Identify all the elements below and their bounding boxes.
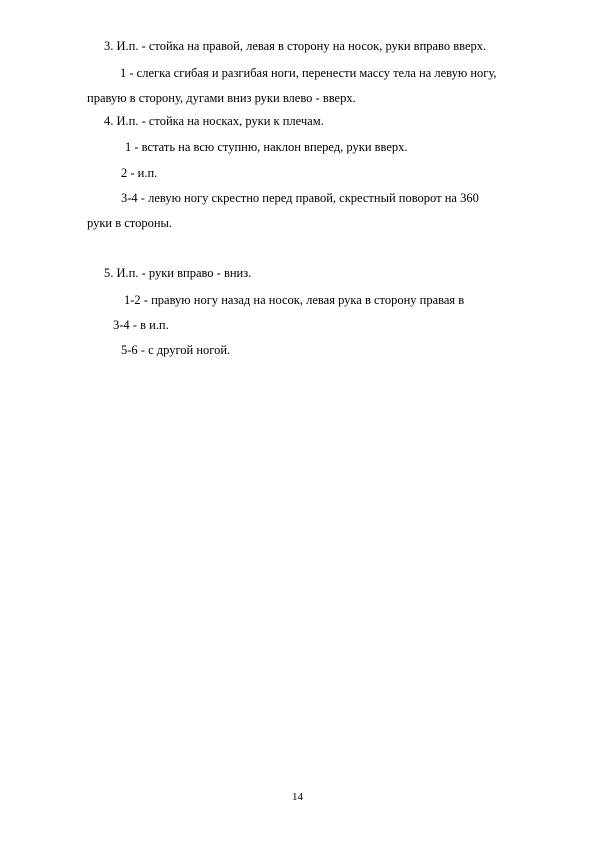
exercise-5-heading: 5. И.п. - руки вправо - вниз.: [104, 266, 252, 280]
exercise-3-step-1: 1 - слегка сгибая и разгибая ноги, перенести массу тела на левую ногу,: [120, 66, 497, 80]
exercise-4-step-3-4-continued: руки в стороны.: [87, 216, 173, 230]
exercise-4-step-3-4: 3-4 - левую ногу скрестно перед правой, скрестный поворот на 360: [121, 191, 479, 205]
exercise-5-step-5-6: 5-6 - с другой ногой.: [121, 343, 231, 357]
exercise-3-heading: 3. И.п. - стойка на правой, левая в сторону на носок, руки вправо вверх.: [104, 39, 487, 53]
exercise-4-heading: 4. И.п. - стойка на носках, руки к плечам.: [104, 114, 324, 128]
exercise-5-step-3-4: 3-4 - в и.п.: [113, 318, 169, 332]
exercise-5-step-1-2: 1-2 - правую ногу назад на носок, левая рука в сторону правая в: [124, 293, 465, 307]
exercise-3-step-1-continued: правую в сторону, дугами вниз руки влево - вверх.: [87, 91, 356, 105]
page-number: 14: [292, 791, 303, 803]
exercise-4-step-1: 1 - встать на всю ступню, наклон вперед, руки вверх.: [125, 140, 408, 154]
exercise-4-step-2: 2 - и.п.: [121, 166, 158, 180]
